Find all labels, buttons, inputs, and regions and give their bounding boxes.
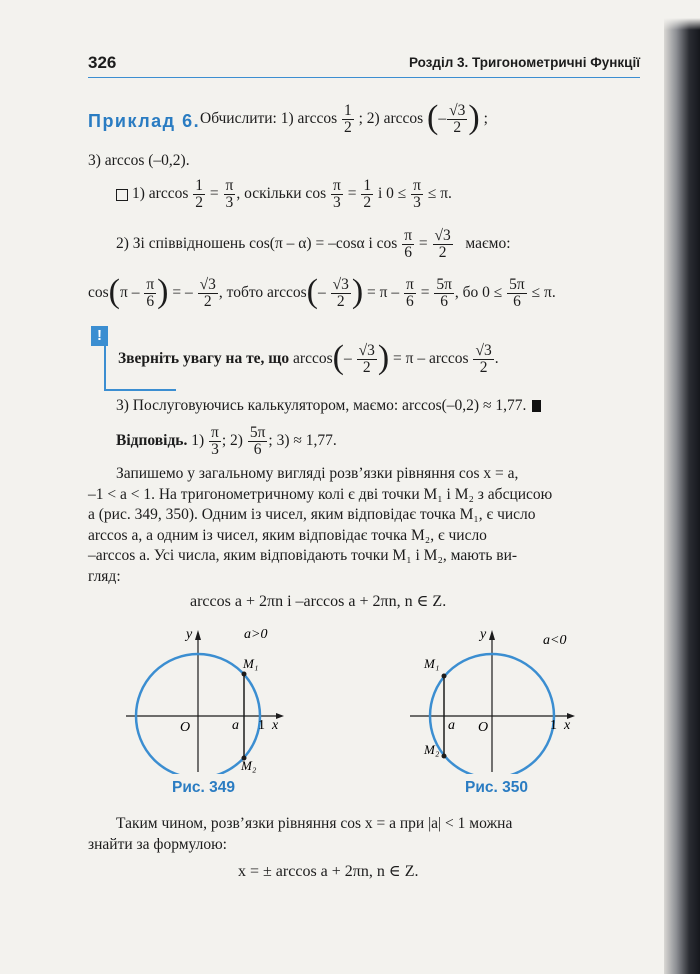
fraction: $\frac{√3}{2}$ <box>449 102 466 136</box>
condition-label: a>0 <box>244 627 268 642</box>
page-corner <box>640 0 700 30</box>
point-m2 <box>442 754 447 759</box>
conclusion-line: знайти за формулою: <box>88 835 227 853</box>
solution-3: 3) Послуговуючись калькулятором, маємо: arccos(–0,2) ≈ 1,77. <box>116 396 541 416</box>
final-formula: x = ± arccos a + 2πn, n ∈ Z. <box>238 863 419 880</box>
solution-2-line-1: 2) Зі співвідношень cos(π – α) = –cosα і cos $\frac{\pi}{6}$ = $\frac{√3}{2}$ маємо: <box>116 227 511 261</box>
figure-caption: Рис. 350 <box>465 779 528 796</box>
figure-350 <box>400 624 590 774</box>
answer: Відповідь. 1) $\frac{\pi}{3}$ ; 2) $\frac{5\pi}{6}$ ; 3) ≈ 1,77. <box>116 424 337 458</box>
y-arrow-icon <box>489 630 495 640</box>
figure-349 <box>116 624 306 774</box>
task-2-suffix: ; <box>483 110 488 128</box>
one-label: 1 <box>550 718 557 733</box>
warning-note: Зверніть увагу на те, що arccos(– $\frac{√3}{2}$ ) = π – arccos $\frac{√3}{2}$ . <box>118 338 499 376</box>
paren-open: ( <box>427 98 439 136</box>
paragraph-line: –1 < a < 1. На тригонометричному колі є дві точки M₁ і M₂ з абсцисою <box>88 485 553 503</box>
fraction: $\frac{1}{2}$ <box>343 102 352 136</box>
end-of-solution-icon <box>532 400 541 412</box>
chapter-title: Розділ 3. Тригонометричні Функції <box>408 55 640 70</box>
solution-1: 1) arccos $\frac{1}{2}$ = $\frac{\pi}{3}$ , оскільки cos $\frac{\pi}{3}$ = $\frac{1}{2}$ і 0 ≤ $\frac{\pi}{3}$ ≤ π. <box>116 178 452 211</box>
point-m1 <box>242 672 247 677</box>
paragraph-line: Запишемо у загальному вигляді розв’язки рівняння cos x = a, <box>116 465 519 482</box>
conclusion-line: Таким чином, розв’язки рівняння cos x = a при |a| < 1 можна <box>116 815 513 832</box>
task-3: 3) arccos (–0,2). <box>88 152 190 169</box>
x-label: x <box>272 718 279 733</box>
y-arrow-icon <box>195 630 201 640</box>
paren-close: ) <box>468 98 480 136</box>
task-intro: Обчислити: 1) arccos <box>200 110 338 128</box>
y-label: y <box>480 627 487 642</box>
solution-2-line-2: cos(π – $\frac{\pi}{6}$ ) = – $\frac{√3}{2}$ , тобто arccos(– $\frac{√3}{2}$ ) = π – $\frac{\pi}{6}$ = $\frac{5\pi}{6}$ , бо 0 ≤ $\frac{5\pi}{6}$ ≤ π. <box>88 272 556 310</box>
origin-label: O <box>478 720 489 735</box>
solution-start-icon <box>116 189 128 201</box>
task-2-prefix: ; 2) arccos <box>358 110 424 128</box>
one-label: 1 <box>258 718 265 733</box>
exclamation-icon: ! <box>91 326 108 346</box>
m1-label: M₁ <box>243 656 259 671</box>
paragraph-line: гляд: <box>88 567 121 585</box>
a-label: a <box>448 718 455 733</box>
warning-border-bottom <box>104 389 176 391</box>
conclusion <box>88 814 640 855</box>
y-label: y <box>186 627 193 642</box>
task-line: Обчислити: 1) arccos $\frac{1}{2}$ ; 2) arccos (– $\frac{√3}{2}$ ) ; <box>200 98 488 136</box>
m2-label: M₂ <box>241 758 257 773</box>
point-m1 <box>442 674 447 679</box>
page-number: 326 <box>88 53 117 72</box>
x-label: x <box>564 718 571 733</box>
page-binding-shadow <box>664 0 700 974</box>
origin-label: O <box>180 720 191 735</box>
example-label: Приклад 6. <box>88 111 201 131</box>
page-header <box>88 51 640 78</box>
paragraph-line: arccos a, а одним із чисел, яким відповідає точка M₂, є число <box>88 526 487 544</box>
paragraph <box>88 464 640 588</box>
warning-border <box>104 346 106 390</box>
m1-label: M₁ <box>424 656 440 671</box>
condition-label: a<0 <box>543 633 567 648</box>
m2-label: M₂ <box>424 742 440 757</box>
paragraph-line: –arccos a. Усі числа, яким відповідають точки M₁ і M₂, мають ви- <box>88 547 518 565</box>
a-label: a <box>232 718 239 733</box>
paragraph-line: a (рис. 349, 350). Одним із чисел, яким відповідає точка M₁, є число <box>88 506 536 524</box>
figure-caption: Рис. 349 <box>172 779 235 796</box>
general-solution-formula: arccos a + 2πn і –arccos a + 2πn, n ∈ Z. <box>190 593 447 610</box>
